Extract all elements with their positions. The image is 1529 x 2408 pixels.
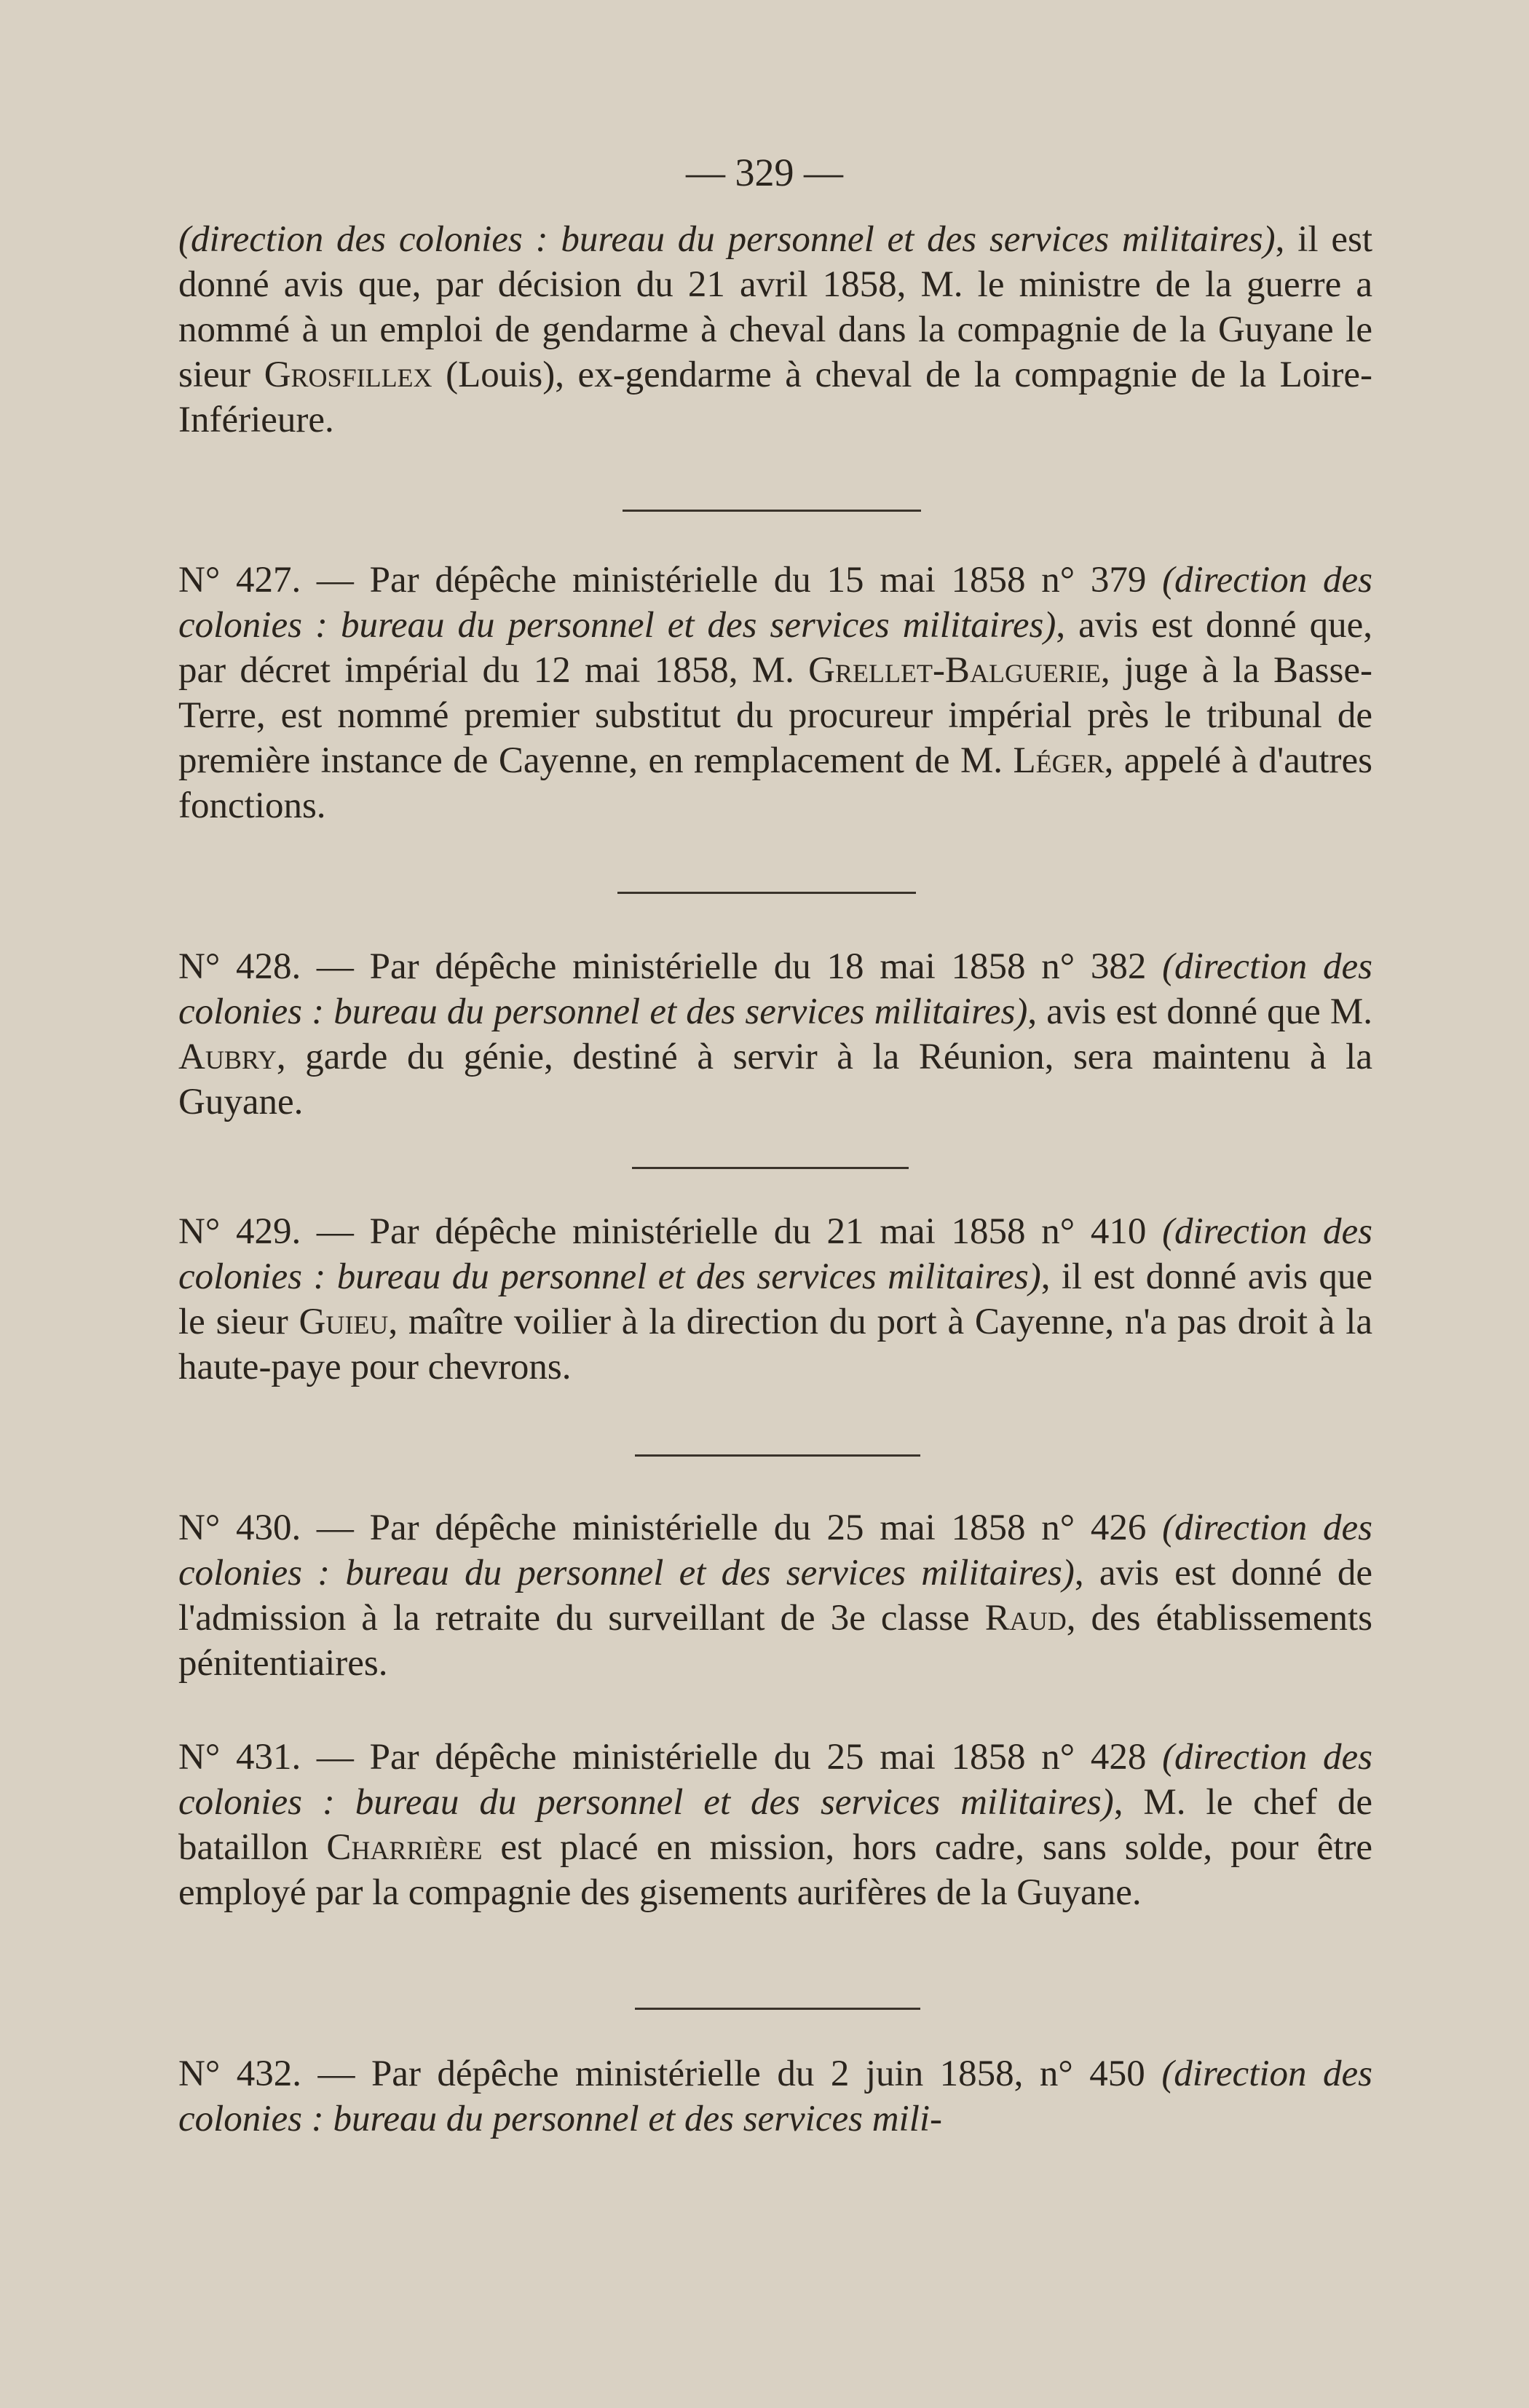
entry-431 — [178, 1735, 1372, 1915]
entry-department: (direction des colonies : bureau du personnel et des services militaires) — [178, 1508, 1372, 1593]
separator-rule — [632, 1167, 909, 1169]
entry-text: , il est donné avis que, par décision du 21 avril 1858, M. le ministre de la guerre a nommé à un emploi de gendarme à cheval dans la compagnie de la Guyane le sieur — [178, 219, 1373, 395]
entry-text: (Louis), ex-gendarme à cheval de la compagnie de la Loire-Inférieure. — [178, 355, 1372, 440]
person-name: Grosfillex — [264, 355, 432, 395]
entry-heading: N° 432. — Par dépêche ministérielle du 2 juin 1858, n° 450 — [178, 2053, 1162, 2094]
person-name: Charrière — [326, 1827, 483, 1868]
entry-text: , M. le chef de bataillon — [178, 1782, 1372, 1868]
person-name: Aubry — [178, 1037, 277, 1077]
entry-text: , avis est donné de l'admission à la retraite du surveillant de 3e classe — [178, 1553, 1372, 1639]
separator-rule — [623, 510, 921, 512]
entry-text: , avis est donné que M. — [1027, 991, 1372, 1032]
entry-heading: N° 431. — Par dépêche ministérielle du 25 mai 1858 n° 428 — [178, 1737, 1163, 1778]
entry-text: , il est donné avis que le sieur — [178, 1256, 1372, 1342]
entry-continued — [178, 217, 1372, 443]
page-number: — 329 — — [686, 151, 843, 194]
entry-heading: N° 428. — Par dépêche ministérielle du 18 mai 1858 n° 382 — [178, 946, 1163, 987]
entry-heading: N° 427. — Par dépêche ministérielle du 15 mai 1858 n° 379 — [178, 560, 1163, 601]
entry-428 — [178, 944, 1372, 1125]
separator-rule — [617, 892, 916, 894]
entry-department: (direction des colonies : bureau du personnel et des services militaires) — [178, 1737, 1372, 1823]
separator-rule — [635, 1454, 920, 1457]
entry-text: , garde du génie, destiné à servir à la Réunion, sera maintenu à la Guyane. — [178, 1037, 1372, 1122]
separator-rule — [635, 2008, 920, 2010]
person-name: Guieu — [299, 1302, 389, 1342]
entry-text: , juge à la Basse-Terre, est nommé premier substitut du procureur impérial près le tribunal de première instance de Cayenne, en remplacement de M. — [178, 650, 1372, 781]
entry-427 — [178, 558, 1372, 828]
entry-text: est placé en mission, hors cadre, sans solde, pour être employé par la compagnie des gisements aurifères de la Guyane. — [178, 1827, 1373, 1913]
entry-department: (direction des colonies : bureau du personnel et des services militaires) — [178, 560, 1372, 646]
entry-429 — [178, 1209, 1372, 1390]
entry-text: , maître voilier à la direction du port à Cayenne, n'a pas droit à la haute-paye pour chevrons. — [178, 1302, 1372, 1387]
entry-text: , des établissements pénitentiaires. — [178, 1598, 1372, 1684]
entry-department: (direction des colonies : bureau du personnel et des services militaires) — [178, 219, 1276, 260]
entry-text: , avis est donné que, par décret impérial du 12 mai 1858, M. — [178, 605, 1372, 691]
person-name: Raud — [984, 1598, 1067, 1639]
entry-432 — [178, 2051, 1372, 2142]
entry-heading: N° 429. — Par dépêche ministérielle du 21 mai 1858 n° 410 — [178, 1211, 1163, 1252]
person-name: Léger — [1013, 740, 1105, 781]
entry-430 — [178, 1505, 1372, 1686]
person-name: Grellet-Balguerie — [808, 650, 1101, 691]
entry-department: (direction des colonies : bureau du personnel et des services mili- — [178, 2053, 1373, 2139]
entry-department: (direction des colonies : bureau du personnel et des services militaires) — [178, 946, 1372, 1032]
entry-text: , appelé à d'autres fonctions. — [178, 740, 1372, 826]
entry-heading: N° 430. — Par dépêche ministérielle du 25 mai 1858 n° 426 — [178, 1508, 1163, 1548]
entry-department: (direction des colonies : bureau du personnel et des services militaires) — [178, 1211, 1372, 1297]
